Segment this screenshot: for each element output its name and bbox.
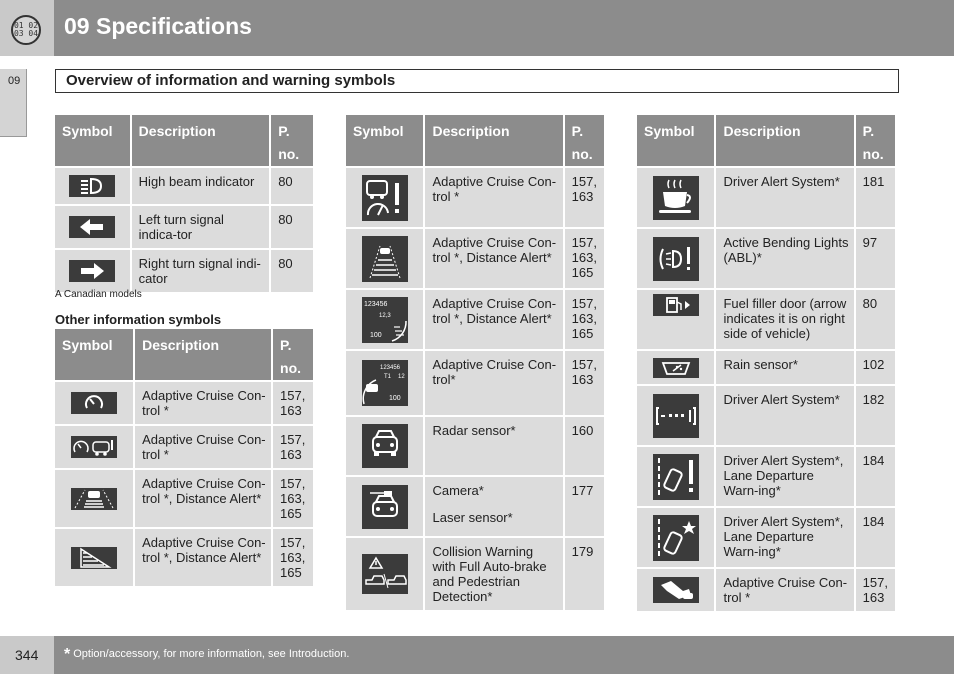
coffee-cup-icon: [653, 176, 699, 220]
speed-readout: 100: [388, 395, 401, 402]
bending-lights-icon: [653, 237, 699, 281]
page-cell: 80: [856, 290, 895, 349]
speedometer-car-icon: [71, 436, 117, 458]
table-row: [346, 229, 604, 288]
description-cell: Left turn signal indica-tor: [132, 206, 270, 248]
table-row: [346, 168, 604, 227]
page-cell: 80: [271, 250, 313, 292]
section-title: Overview of information and warning symbols: [55, 69, 899, 93]
page-cell: 80: [271, 168, 313, 204]
chapter-title: 09 Specifications: [64, 13, 252, 39]
page-cell: 160: [565, 417, 604, 475]
footer-note: [64, 646, 349, 664]
trip-label: T1: [383, 374, 391, 380]
lane-departure-star-icon: [653, 515, 699, 561]
page-cell: 80: [271, 206, 313, 248]
symbol-header: Symbol: [346, 115, 423, 166]
description-cell: Rain sensor*: [716, 351, 853, 384]
description-cell: Adaptive Cruise Con-trol *, Distance Alert*: [135, 529, 271, 586]
symbol-header: Symbol: [55, 115, 130, 166]
fuel-door-icon: [653, 294, 699, 316]
camera-car-icon: [362, 485, 408, 529]
description-cell: Driver Alert System*, Lane Departure Warn-ing*: [716, 508, 853, 567]
page-cell: 157, 163: [273, 426, 313, 468]
table-header-row: [637, 115, 895, 166]
chapter-side-tab: [0, 69, 27, 137]
distance-bars-icon: [71, 547, 117, 569]
cruise-display-car-icon: [362, 360, 408, 406]
description-cell: Adaptive Cruise Con-trol *: [425, 168, 562, 227]
speedometer-icon: [71, 392, 117, 414]
description-header: Description: [425, 115, 562, 166]
symbol-header: Symbol: [55, 329, 133, 380]
description-cell: Adaptive Cruise Con-trol *, Distance Alert*: [425, 290, 562, 349]
table-row: [55, 206, 313, 248]
trip-readout: 12,3: [378, 312, 391, 319]
left-arrow-icon: [69, 216, 115, 238]
header-logo-box: [0, 0, 54, 56]
table-row: [55, 470, 313, 527]
high-beam-icon: [69, 175, 115, 197]
description-header: Description: [135, 329, 271, 380]
description-cell: Fuel filler door (arrow indicates it is on right side of vehicle): [716, 290, 853, 349]
driver-assist-symbols-table: [635, 113, 897, 613]
table-row: [55, 250, 313, 292]
description-cell: Collision Warning with Full Auto-brake and Pedestrian Detection*: [425, 538, 562, 610]
cruise-control-symbols-table: [344, 113, 606, 612]
table-row: [637, 351, 895, 384]
table-row: [55, 426, 313, 468]
other-symbols-heading: Other information symbols: [55, 312, 222, 327]
page-cell: 102: [856, 351, 895, 384]
table-header-row: [55, 115, 313, 166]
table-row: [637, 229, 895, 288]
footnote: A Canadian models: [55, 289, 142, 300]
description-cell: Radar sensor*: [425, 417, 562, 475]
lane-departure-icon: [653, 454, 699, 500]
description-cell: Driver Alert System*: [716, 386, 853, 445]
table-row: [637, 569, 895, 611]
page-cell: 181: [856, 168, 895, 227]
description-cell: Adaptive Cruise Con-trol *, Distance Alert*: [135, 470, 271, 527]
description-cell: Active Bending Lights (ABL)*: [716, 229, 853, 288]
description-cell: Adaptive Cruise Con-trol*: [425, 351, 562, 415]
table-row: [637, 508, 895, 567]
page-cell: 157, 163, 165: [565, 290, 604, 349]
description-cell: Adaptive Cruise Con-trol *: [135, 426, 271, 468]
description-cell: Driver Alert System*, Lane Departure Warn-ing*: [716, 447, 853, 506]
table-row: [55, 168, 313, 204]
driver-alert-bar-icon: [653, 394, 699, 438]
logo-text-top: 01 02: [13, 21, 39, 30]
description-cell: Driver Alert System*: [716, 168, 853, 227]
table-row: [346, 477, 604, 536]
camera-label: Camera*: [432, 483, 484, 498]
hand-car-icon: [653, 577, 699, 603]
description-cell: [425, 477, 562, 536]
page-cell: 97: [856, 229, 895, 288]
speed-readout: 100: [369, 331, 382, 339]
table-row: [55, 382, 313, 424]
page-header-cell: P. no.: [856, 115, 895, 166]
page-cell: 179: [565, 538, 604, 610]
table-row: [55, 529, 313, 586]
page-cell: 157, 163: [856, 569, 895, 611]
table-row: [637, 447, 895, 506]
page-cell: 157, 163, 165: [273, 529, 313, 586]
page-cell: 157, 163, 165: [273, 470, 313, 527]
description-cell: High beam indicator: [132, 168, 270, 204]
description-cell: Adaptive Cruise Con-trol *: [135, 382, 271, 424]
footer-note-text: Option/accessory, for more information, see Introduction.: [73, 648, 350, 660]
odometer-readout: 123456: [379, 365, 400, 371]
collision-warning-icon: [362, 554, 408, 594]
table-row: [637, 386, 895, 445]
rain-sensor-icon: [653, 358, 699, 378]
table-row: [346, 290, 604, 349]
radar-car-icon: [362, 424, 408, 468]
asterisk-symbol: *: [64, 646, 71, 663]
odometer-readout: 123456: [363, 300, 388, 308]
trip-readout: 12: [397, 374, 405, 380]
car-distance-icon: [71, 488, 117, 510]
page-cell: 157, 163, 165: [565, 229, 604, 288]
indicator-symbols-table: [53, 113, 315, 294]
page-header-cell: P. no.: [273, 329, 313, 380]
page-cell: 157, 163: [273, 382, 313, 424]
table-row: [346, 351, 604, 415]
description-cell: Adaptive Cruise Con-trol *, Distance Alert*: [425, 229, 562, 288]
description-cell: Right turn signal indi-cator: [132, 250, 270, 292]
symbol-header: Symbol: [637, 115, 714, 166]
table-row: [346, 538, 604, 610]
chapter-logo-icon: [11, 15, 41, 45]
page-header-cell: P. no.: [565, 115, 604, 166]
laser-sensor-label: Laser sensor*: [432, 510, 513, 525]
table-row: [346, 417, 604, 475]
page-cell: 182: [856, 386, 895, 445]
description-cell: Adaptive Cruise Con-trol *: [716, 569, 853, 611]
cruise-distance-icon: [362, 236, 408, 282]
table-header-row: [346, 115, 604, 166]
table-row: [637, 168, 895, 227]
page-cell: 157, 163: [565, 168, 604, 227]
description-header: Description: [716, 115, 853, 166]
table-row: [637, 290, 895, 349]
cruise-warning-icon: [362, 175, 408, 221]
page-cell: 177: [565, 477, 604, 536]
cruise-display-icon: [362, 297, 408, 343]
table-header-row: [55, 329, 313, 380]
page-cell: 184: [856, 508, 895, 567]
logo-text-bottom: 03 04: [13, 29, 39, 38]
description-header: Description: [132, 115, 270, 166]
page-cell: 184: [856, 447, 895, 506]
right-arrow-icon: [69, 260, 115, 282]
page-cell: 157, 163: [565, 351, 604, 415]
page-number: 344: [15, 647, 39, 663]
page-header-cell: P. no.: [271, 115, 313, 166]
side-tab-label: 09: [8, 75, 21, 87]
other-symbols-table: [53, 327, 315, 588]
